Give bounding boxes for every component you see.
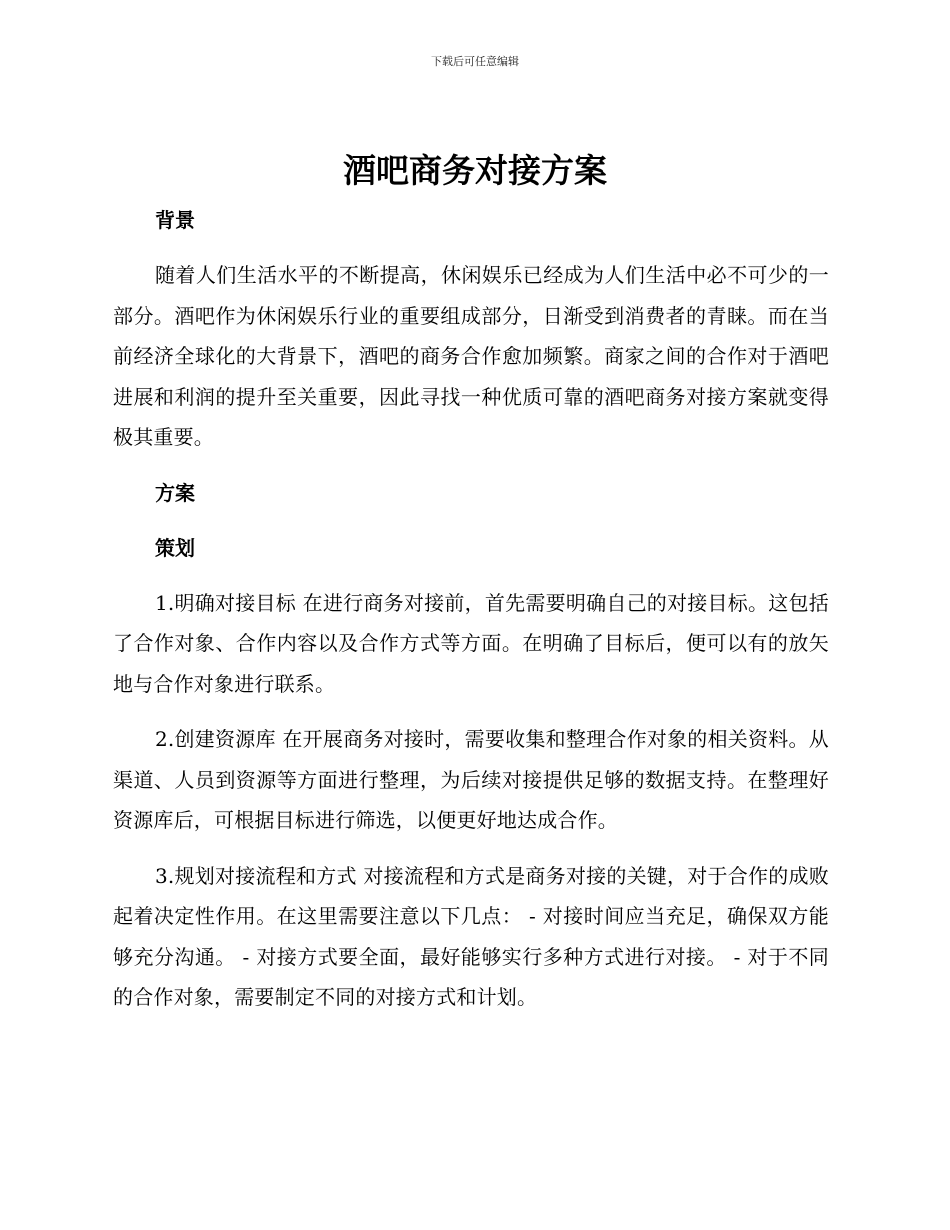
section-heading-background: 背景 [155, 208, 195, 232]
page-header-note: 下载后可任意编辑 [431, 55, 519, 68]
section-heading-plan: 方案 [155, 480, 195, 505]
section-heading-strategy: 策划 [155, 535, 195, 560]
strategy-item-3: 3.规划对接流程和方式 对接流程和方式是商务对接的关键，对于合作的成败起着决定性作用。在这里需要注意以下几点： - 对接时间应当充足，确保双方能够充分沟通。 - 对接方式要全面，最好能够实行多种方式进行对接。 - 对于不同的合作对象，需要制定不同的对接方式和计划。 [113, 863, 829, 1009]
strategy-item-2: 2.创建资源库 在开展商务对接时，需要收集和整理合作对象的相关资料。从渠道、人员到资源等方面进行整理，为后续对接提供足够的数据支持。在整理好资源库后，可根据目标进行筛选，以便更好地达成合作。 [113, 727, 829, 832]
document-title: 酒吧商务对接方案 [343, 151, 607, 190]
background-paragraph: 随着人们生活水平的不断提高，休闲娱乐已经成为人们生活中必不可少的一部分。酒吧作为休闲娱乐行业的重要组成部分，日渐受到消费者的青睐。而在当前经济全球化的大背景下，酒吧的商务合作愈加频繁。商家之间的合作对于酒吧进展和利润的提升至关重要，因此寻找一种优质可靠的酒吧商务对接方案就变得极其重要。 [113, 263, 829, 449]
strategy-item-1: 1.明确对接目标 在进行商务对接前，首先需要明确自己的对接目标。这包括了合作对象、合作内容以及合作方式等方面。在明确了目标后，便可以有的放矢地与合作对象进行联系。 [113, 590, 829, 696]
document-body [113, 200, 829, 1018]
